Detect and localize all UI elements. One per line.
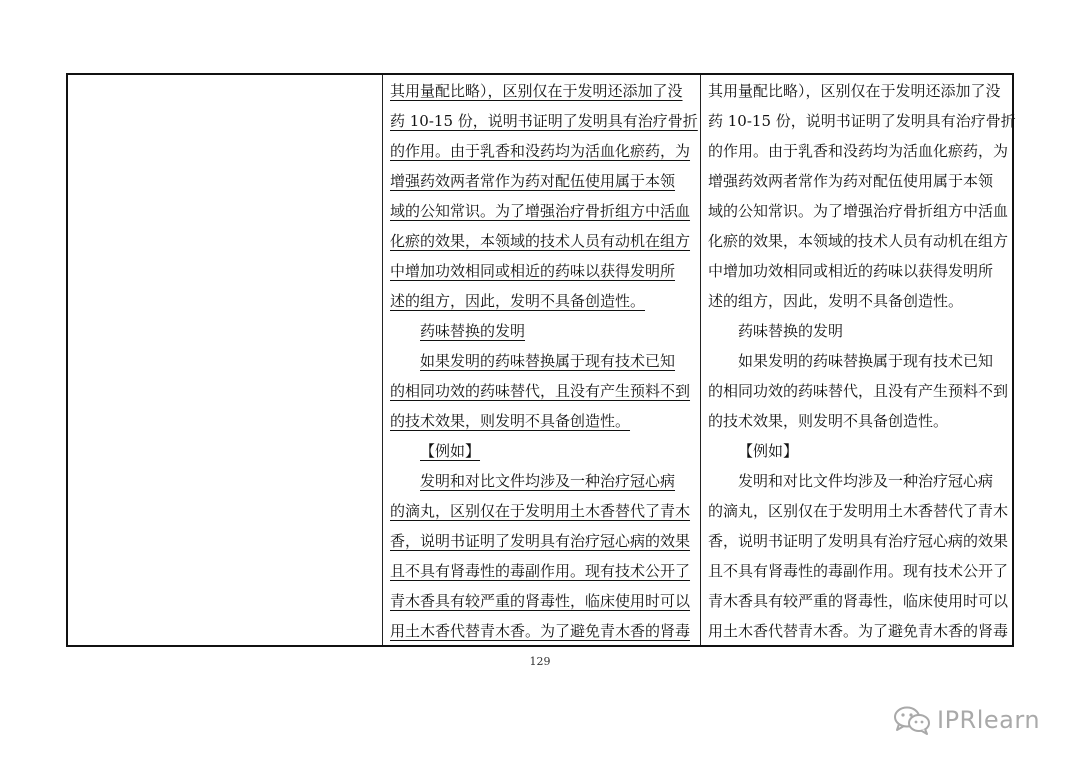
text-line-content: 中增加功效相同或相近的药味以获得发明所 xyxy=(708,262,994,280)
watermark-text: IPRlearn xyxy=(937,706,1041,734)
text-line-content: 的作用。由于乳香和没药均为活血化瘀药，为 xyxy=(708,142,1009,160)
text-line xyxy=(708,526,1012,556)
text-line xyxy=(708,556,1012,586)
middle-column-text xyxy=(390,76,698,646)
text-line-content: 增强药效两者常作为药对配伍使用属于本领 xyxy=(708,172,994,190)
text-line xyxy=(390,556,694,586)
text-line xyxy=(708,256,1012,286)
text-line xyxy=(390,616,694,646)
text-line xyxy=(708,136,1012,166)
text-line xyxy=(390,466,694,496)
text-line xyxy=(708,466,1012,496)
text-line-content: 【例如】 xyxy=(420,442,481,460)
text-line-content: 【例如】 xyxy=(738,442,799,460)
text-line-content: 的技术效果，则发明不具备创造性。 xyxy=(390,412,631,430)
text-line xyxy=(390,586,694,616)
text-line xyxy=(390,316,694,346)
text-line xyxy=(708,76,1012,106)
text-line xyxy=(390,376,694,406)
text-line xyxy=(708,316,1012,346)
text-line xyxy=(708,436,1012,466)
text-line-content: 的滴丸，区别仅在于发明用土木香替代了青木 xyxy=(708,502,1009,520)
text-line-content: 域的公知常识。为了增强治疗骨折组方中活血 xyxy=(390,202,691,220)
text-line xyxy=(390,286,694,316)
text-line xyxy=(708,106,1016,136)
text-line xyxy=(708,586,1012,616)
text-line-content: 其用量配比略），区别仅在于发明还添加了没 xyxy=(390,82,683,100)
text-line xyxy=(708,406,1012,436)
text-line xyxy=(390,346,694,376)
text-line-content: 香，说明书证明了发明具有治疗冠心病的效果 xyxy=(390,532,691,550)
text-line-content: 青木香具有较严重的肾毒性，临床使用时可以 xyxy=(390,592,691,610)
text-line-content: 发明和对比文件均涉及一种治疗冠心病 xyxy=(420,472,676,490)
text-line xyxy=(390,406,694,436)
text-line-content: 药 10-15 份，说明书证明了发明具有治疗骨折 xyxy=(390,112,698,130)
text-line-content: 中增加功效相同或相近的药味以获得发明所 xyxy=(390,262,676,280)
column-divider-right xyxy=(700,75,701,645)
text-line xyxy=(390,136,694,166)
text-line-content: 发明和对比文件均涉及一种治疗冠心病 xyxy=(738,472,994,490)
text-line xyxy=(708,616,1012,646)
text-line xyxy=(390,76,694,106)
comparison-table xyxy=(66,73,1014,647)
wechat-icon xyxy=(893,705,931,735)
text-line xyxy=(708,226,1012,256)
text-line-content: 青木香具有较严重的肾毒性，临床使用时可以 xyxy=(708,592,1009,610)
text-line xyxy=(390,226,694,256)
text-line xyxy=(708,346,1012,376)
text-line-content: 香，说明书证明了发明具有治疗冠心病的效果 xyxy=(708,532,1009,550)
text-line xyxy=(390,256,694,286)
text-line xyxy=(390,526,694,556)
text-line-content: 化瘀的效果，本领域的技术人员有动机在组方 xyxy=(708,232,1009,250)
text-line-content: 药味替换的发明 xyxy=(738,322,844,340)
text-line-content: 其用量配比略），区别仅在于发明还添加了没 xyxy=(708,82,1001,100)
text-line xyxy=(708,496,1012,526)
text-line xyxy=(708,196,1012,226)
text-line-content: 述的组方，因此，发明不具备创造性。 xyxy=(390,292,646,310)
text-line-content: 增强药效两者常作为药对配伍使用属于本领 xyxy=(390,172,676,190)
text-line-content: 的相同功效的药味替代，且没有产生预料不到 xyxy=(708,382,1009,400)
text-line-content: 且不具有肾毒性的毒副作用。现有技术公开了 xyxy=(390,562,691,580)
page-number: 129 xyxy=(529,655,551,668)
text-line-content: 述的组方，因此，发明不具备创造性。 xyxy=(708,292,964,310)
column-divider-left xyxy=(382,75,383,645)
text-line-content: 药 10-15 份，说明书证明了发明具有治疗骨折 xyxy=(708,112,1016,130)
text-line xyxy=(390,166,694,196)
right-column-text xyxy=(708,76,1016,646)
text-line-content: 的作用。由于乳香和没药均为活血化瘀药，为 xyxy=(390,142,691,160)
text-line-content: 用土木香代替青木香。为了避免青木香的肾毒 xyxy=(390,622,691,640)
text-line-content: 域的公知常识。为了增强治疗骨折组方中活血 xyxy=(708,202,1009,220)
left-column-cell xyxy=(68,75,382,645)
text-line-content: 的滴丸，区别仅在于发明用土木香替代了青木 xyxy=(390,502,691,520)
text-line-content: 药味替换的发明 xyxy=(420,322,526,340)
text-line xyxy=(390,196,694,226)
text-line xyxy=(390,496,694,526)
text-line-content: 化瘀的效果，本领域的技术人员有动机在组方 xyxy=(390,232,691,250)
text-line xyxy=(708,166,1012,196)
text-line-content: 且不具有肾毒性的毒副作用。现有技术公开了 xyxy=(708,562,1009,580)
text-line-content: 如果发明的药味替换属于现有技术已知 xyxy=(420,352,676,370)
text-line xyxy=(390,436,694,466)
text-line-content: 如果发明的药味替换属于现有技术已知 xyxy=(738,352,994,370)
text-line-content: 的技术效果，则发明不具备创造性。 xyxy=(708,412,949,430)
text-line xyxy=(708,286,1012,316)
text-line-content: 用土木香代替青木香。为了避免青木香的肾毒 xyxy=(708,622,1009,640)
watermark xyxy=(893,703,1040,737)
text-line-content: 的相同功效的药味替代，且没有产生预料不到 xyxy=(390,382,691,400)
text-line xyxy=(390,106,698,136)
text-line xyxy=(708,376,1012,406)
